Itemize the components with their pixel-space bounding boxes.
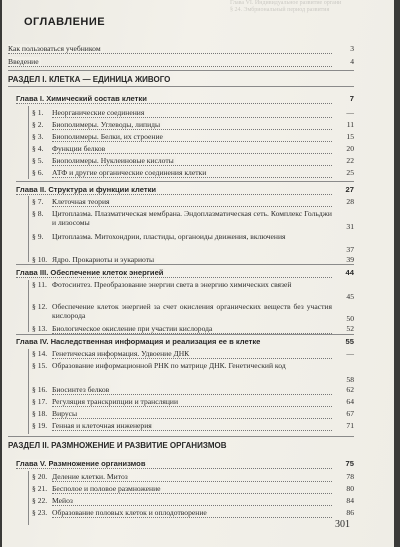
toc-entry-page: 15 <box>346 132 354 141</box>
toc-entry[interactable] <box>32 156 354 168</box>
toc-entry[interactable] <box>32 144 354 156</box>
toc-entry-page: 22 <box>346 156 354 165</box>
toc-entry-text: Образование половых клеток и оплодотворение <box>52 508 207 517</box>
toc-entry[interactable] <box>32 472 354 484</box>
toc-entry[interactable] <box>32 397 354 409</box>
chapter-page: 55 <box>345 337 354 346</box>
paragraph-number: § 18. <box>32 409 48 418</box>
toc-entry-text: Образование информационной РНК по матрице ДНК. Генетический код <box>52 361 286 370</box>
toc-entry-text: Бесполое и половое размножение <box>52 484 161 493</box>
toc-entry-text: Вирусы <box>52 409 78 418</box>
toc-entry[interactable] <box>32 280 354 302</box>
toc-entry-page: 39 <box>346 255 354 264</box>
paragraph-number: § 11. <box>32 280 47 289</box>
toc-entry[interactable] <box>32 508 354 520</box>
toc-entry-page: 4 <box>350 57 354 66</box>
chapter-title: Глава IV. Наследственная информация и реализация ее в клетке <box>16 337 261 346</box>
paragraph-number: § 16. <box>32 385 48 394</box>
toc-entry-page: 64 <box>346 397 354 406</box>
paragraph-number: § 1. <box>32 108 44 117</box>
toc-entry[interactable] <box>32 496 354 508</box>
toc-entry-page: 62 <box>346 385 354 394</box>
toc-entry[interactable] <box>32 197 354 209</box>
bleed-line-1: Глава VI. Индивидуальное развитие органи <box>230 0 342 6</box>
toc-entry-text: Биополимеры. Нуклеиновые кислоты <box>52 156 174 165</box>
chapter-rule <box>28 471 29 525</box>
toc-entry[interactable] <box>32 232 354 255</box>
divider <box>8 86 354 87</box>
toc-entry-text: АТФ и другие органические соединения клетки <box>52 168 207 177</box>
paragraph-number: § 6. <box>32 168 44 177</box>
toc-entry-text: Регуляция транскрипции и трансляции <box>52 397 179 406</box>
section-heading-1[interactable] <box>8 75 354 84</box>
toc-entry[interactable] <box>32 108 354 120</box>
toc-entry[interactable] <box>32 349 354 361</box>
paragraph-number: § 10. <box>32 255 48 264</box>
toc-entry-page: 31 <box>346 222 354 231</box>
book-page <box>2 0 394 547</box>
toc-entry-page: 71 <box>346 421 354 430</box>
chapter-page: 7 <box>349 94 354 103</box>
chapter-title: Глава V. Размножение организмов <box>16 459 146 468</box>
chapter-title: Глава III. Обеспечение клеток энергией <box>16 268 164 277</box>
section-heading-2[interactable] <box>8 441 354 450</box>
paragraph-number: § 20. <box>32 472 48 481</box>
paragraph-number: § 23. <box>32 508 48 517</box>
page-number: 301 <box>335 519 350 530</box>
toc-entry-page: 86 <box>346 508 354 517</box>
chapter-rule <box>28 280 29 332</box>
toc-entry-text: Функции белков <box>52 144 106 153</box>
toc-entry[interactable] <box>32 421 354 433</box>
divider <box>16 181 354 182</box>
toc-entry-page: 80 <box>346 484 354 493</box>
chapter-title: Глава II. Структура и функции клетки <box>16 185 157 194</box>
toc-entry-page: 11 <box>346 120 354 129</box>
paragraph-number: § 8. <box>32 209 44 218</box>
paragraph-number: § 19. <box>32 421 48 430</box>
paragraph-number: § 13. <box>32 324 48 333</box>
toc-entry-text: Деление клетки. Митоз <box>52 472 128 481</box>
toc-entry-page: 52 <box>346 324 354 333</box>
toc-entry-text: Биологическое окисление при участии кислорода <box>52 324 213 333</box>
page-title: ОГЛАВЛЕНИЕ <box>24 16 106 28</box>
divider <box>16 334 354 335</box>
toc-entry-page: 25 <box>346 168 354 177</box>
toc-entry-text: Введение <box>8 57 39 66</box>
toc-entry-text: Ядро. Прокариоты и эукариоты <box>52 255 155 264</box>
bleed-line-2: § 24. Эмбриональный период развития <box>230 7 330 13</box>
toc-entry[interactable] <box>32 120 354 132</box>
toc-entry-page: 28 <box>346 197 354 206</box>
toc-entry-page: 3 <box>350 44 354 53</box>
divider <box>8 436 354 437</box>
toc-entry-page: 67 <box>346 409 354 418</box>
toc-entry-text: Биополимеры. Белки, их строение <box>52 132 163 141</box>
paragraph-number: § 2. <box>32 120 44 129</box>
toc-entry-page: 37 <box>346 245 354 254</box>
paragraph-number: § 9. <box>32 232 44 241</box>
section-title: РАЗДЕЛ II. РАЗМНОЖЕНИЕ И РАЗВИТИЕ ОРГАНИЗМОВ <box>8 441 227 450</box>
bleed-through-text <box>230 0 394 22</box>
chapter-title: Глава I. Химический состав клетки <box>16 94 147 103</box>
paragraph-number: § 17. <box>32 397 48 406</box>
toc-entry[interactable] <box>32 255 354 267</box>
toc-entry-text: Обеспечение клеток энергией за счет окисления органических веществ без участия кислорода <box>52 302 332 320</box>
toc-entry-page: 78 <box>346 472 354 481</box>
paragraph-number: § 5. <box>32 156 44 165</box>
toc-entry-text: Цитоплазма. Плазматическая мембрана. Эндоплазматическая сеть. Комплекс Гольджи и лизосомы <box>52 209 332 227</box>
toc-entry-page: — <box>346 108 354 117</box>
toc-entry-text: Биосинтез белков <box>52 385 110 394</box>
chapter-page: 75 <box>345 459 354 468</box>
paragraph-number: § 4. <box>32 144 44 153</box>
toc-entry[interactable] <box>32 168 354 180</box>
paragraph-number: § 3. <box>32 132 44 141</box>
toc-entry-text: Генетическая информация. Удвоение ДНК <box>52 349 190 358</box>
toc-entry-page: — <box>346 349 354 358</box>
toc-entry[interactable] <box>32 361 354 385</box>
toc-entry[interactable] <box>32 302 354 324</box>
toc-entry-text: Мейоз <box>52 496 73 505</box>
toc-entry-page: 84 <box>346 496 354 505</box>
toc-entry-text: Неорганические соединения <box>52 108 145 117</box>
toc-entry[interactable] <box>32 385 354 397</box>
paragraph-number: § 21. <box>32 484 48 493</box>
toc-entry-text: Цитоплазма. Митохондрии, пластиды, органоиды движения, включения <box>52 232 286 241</box>
chapter-rule <box>28 196 29 262</box>
paragraph-number: § 22. <box>32 496 48 505</box>
divider <box>16 264 354 265</box>
toc-entry-text: Биополимеры. Углеводы, липиды <box>52 120 161 129</box>
toc-entry[interactable] <box>32 209 354 232</box>
paragraph-number: § 12. <box>32 302 48 311</box>
chapter-rule <box>28 106 29 179</box>
chapter-rule <box>28 349 29 434</box>
toc-entry[interactable] <box>32 484 354 496</box>
toc-entry[interactable] <box>32 132 354 144</box>
paragraph-number: § 14. <box>32 349 48 358</box>
toc-entry[interactable] <box>32 409 354 421</box>
toc-entry-text: Клеточная теория <box>52 197 110 206</box>
paragraph-number: § 15. <box>32 361 48 370</box>
divider <box>8 70 354 71</box>
toc-entry-text: Генная и клеточная инженерия <box>52 421 152 430</box>
toc-entry-text: Фотосинтез. Преобразование энергии света в энергию химических связей <box>52 280 292 289</box>
toc-entry-page: 50 <box>346 314 354 323</box>
section-title: РАЗДЕЛ I. КЛЕТКА — ЕДИНИЦА ЖИВОГО <box>8 75 171 84</box>
toc-entry-page: 45 <box>346 292 354 301</box>
paragraph-number: § 7. <box>32 197 44 206</box>
chapter-page: 27 <box>345 185 354 194</box>
chapter-page: 44 <box>345 268 354 277</box>
toc-entry-page: 20 <box>346 144 354 153</box>
toc-entry-page: 58 <box>346 375 354 384</box>
toc-entry-text: Как пользоваться учебником <box>8 44 101 53</box>
